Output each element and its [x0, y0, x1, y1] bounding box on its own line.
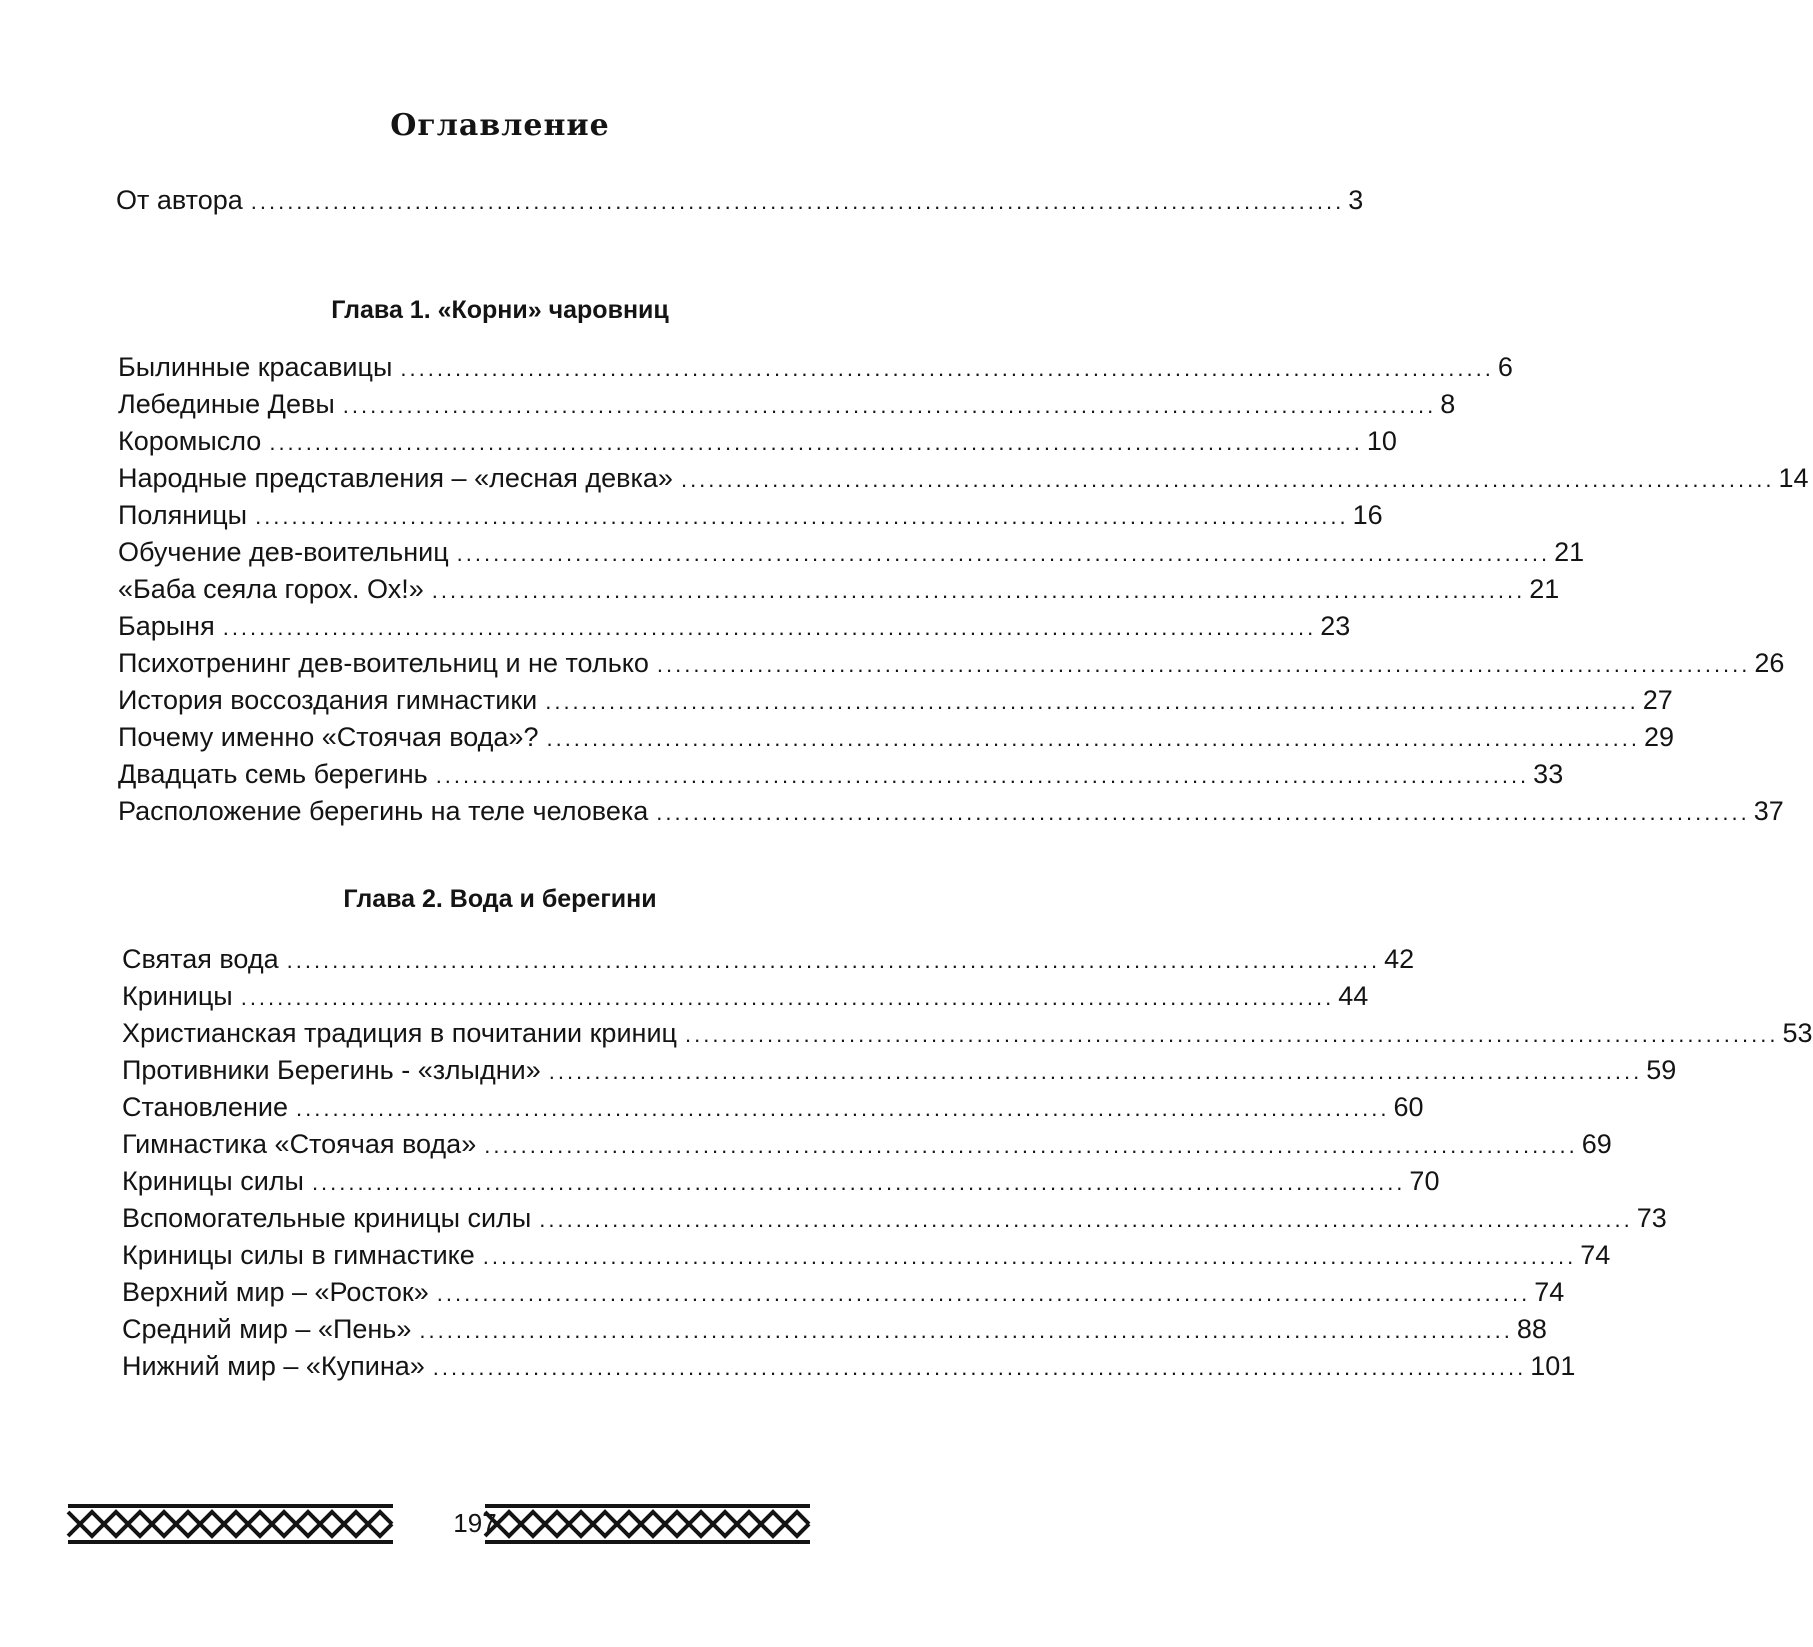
toc-entry	[122, 1312, 1547, 1348]
toc-entry-page: 101	[1530, 1351, 1576, 1381]
toc-entry-page: 44	[1338, 981, 1369, 1011]
toc-entry-label: Поляницы	[118, 500, 248, 530]
toc-entry-label: Обучение дев-воительниц	[118, 537, 449, 567]
toc-entry	[122, 1349, 1576, 1385]
toc-entry-label: Былинные красавицы	[118, 352, 393, 382]
dot-leader: ........................................................................................................................	[548, 1059, 1643, 1084]
toc-entry-label: Расположение берегинь на теле человека	[118, 796, 649, 826]
toc-entry	[118, 757, 1564, 793]
toc-entry-page: 21	[1554, 537, 1585, 567]
dot-leader: ........................................................................................................................	[456, 541, 1551, 566]
toc-entry-page: 88	[1516, 1314, 1547, 1344]
toc-entry-label: Верхний мир – «Росток»	[122, 1277, 429, 1307]
toc-entry-label: Народные представления – «лесная девка»	[118, 463, 673, 493]
toc-entry-label: Психотренинг дев-воительниц и не только	[118, 648, 649, 678]
toc-entry-page: 59	[1646, 1055, 1677, 1085]
toc-entry-page: 3	[1348, 185, 1364, 215]
toc-entry-page: 16	[1352, 500, 1383, 530]
toc-entry-label: Коромысло	[118, 426, 262, 456]
toc-entry-label: Криницы	[122, 981, 233, 1011]
toc-entry-label: «Баба сеяла горох. Ох!»	[118, 574, 424, 604]
dot-leader: ........................................................................................................................	[342, 393, 1437, 418]
dot-leader: ........................................................................................................................	[240, 985, 1335, 1010]
dot-leader: ........................................................................................................................	[656, 652, 1751, 677]
toc-entry	[118, 350, 1513, 386]
dot-leader: ........................................................................................................................	[296, 1096, 1390, 1121]
toc-entry-label: Барыня	[118, 611, 215, 641]
dot-leader: ........................................................................................................................	[436, 1281, 1531, 1306]
toc-entry	[122, 1016, 1813, 1052]
dot-leader: ........................................................................................................................	[222, 615, 1317, 640]
dot-leader: ........................................................................................................................	[400, 356, 1494, 381]
dot-leader: ........................................................................................................................	[435, 763, 1530, 788]
toc-entry-page: 70	[1409, 1166, 1440, 1196]
toc-entry-label: Почему именно «Стоячая вода»?	[118, 722, 539, 752]
toc-entry-label: Христианская традиция в почитании криниц	[122, 1018, 677, 1048]
dot-leader: ........................................................................................................................	[269, 430, 1363, 455]
toc-entry	[118, 387, 1456, 423]
toc-entry-label: Нижний мир – «Купина»	[122, 1351, 425, 1381]
toc-entry-page: 60	[1393, 1092, 1424, 1122]
toc-entry	[122, 1164, 1440, 1200]
toc-entry	[118, 609, 1351, 645]
chapter-heading: Глава 1. «Корни» чаровниц	[331, 296, 669, 324]
toc-entry	[118, 498, 1383, 534]
toc-entry	[116, 183, 1364, 219]
toc-entry	[118, 683, 1673, 719]
toc-entry-label: Криницы силы в гимнастике	[122, 1240, 475, 1270]
toc-entry-page: 27	[1642, 685, 1673, 715]
toc-entry-label: Криницы силы	[122, 1166, 304, 1196]
toc-entry-label: Вспомогательные криницы силы	[122, 1203, 532, 1233]
toc-entry	[122, 1275, 1565, 1311]
dot-leader: ........................................................................................................................	[286, 948, 1381, 973]
dot-leader: ........................................................................................................................	[311, 1170, 1406, 1195]
toc-entry-page: 73	[1636, 1203, 1667, 1233]
toc-entry-label: От автора	[116, 185, 243, 215]
toc-entry-page: 42	[1384, 944, 1415, 974]
toc-entry-page: 74	[1580, 1240, 1611, 1270]
dot-leader: ........................................................................................................................	[419, 1318, 1513, 1343]
toc-entry-label: Противники Берегинь - «злыдни»	[122, 1055, 541, 1085]
toc-entry	[118, 424, 1397, 460]
toc-entry	[122, 979, 1369, 1015]
toc-entry-page: 6	[1497, 352, 1513, 382]
dot-leader: ........................................................................................................................	[431, 578, 1526, 603]
toc-entry-page: 53	[1782, 1018, 1813, 1048]
toc-entry	[122, 1127, 1612, 1163]
toc-entry	[122, 1201, 1667, 1237]
toc-entry-label: Святая вода	[122, 944, 279, 974]
dot-leader: ........................................................................................................................	[255, 504, 1349, 529]
toc-entry-label: Средний мир – «Пень»	[122, 1314, 412, 1344]
toc-entry-label: Лебединые Девы	[118, 389, 335, 419]
toc-entry-page: 29	[1643, 722, 1674, 752]
toc-entry	[122, 942, 1415, 978]
dot-leader: ........................................................................................................................	[680, 467, 1775, 492]
toc-entry	[122, 1053, 1677, 1089]
dot-leader: ........................................................................................................................	[432, 1355, 1527, 1380]
toc-entry-page: 10	[1366, 426, 1397, 456]
page-number: 197	[453, 1508, 497, 1538]
toc-entry	[122, 1090, 1424, 1126]
toc-entry-label: Становление	[122, 1092, 289, 1122]
toc-entry	[122, 1238, 1611, 1274]
dot-leader: ........................................................................................................................	[250, 189, 1345, 214]
toc-entry	[118, 535, 1585, 571]
toc-entry	[118, 794, 1784, 830]
toc-entry-page: 74	[1534, 1277, 1565, 1307]
dot-leader: ........................................................................................................................	[482, 1244, 1577, 1269]
toc-entry	[118, 572, 1560, 608]
page-title: Оглавление	[390, 108, 610, 143]
toc-entry	[118, 720, 1674, 756]
toc-entry-label: Двадцать семь берегинь	[118, 759, 428, 789]
ornament-left	[68, 1500, 393, 1548]
ornament-right	[485, 1500, 810, 1548]
toc-entry-page: 69	[1581, 1129, 1612, 1159]
toc-entry-page: 23	[1320, 611, 1351, 641]
toc-entry-page: 21	[1529, 574, 1560, 604]
toc-entry-label: История воссоздания гимнастики	[118, 685, 538, 715]
toc-entry-page: 26	[1754, 648, 1785, 678]
toc-entry-label: Гимнастика «Стоячая вода»	[122, 1129, 477, 1159]
toc-entry-page: 33	[1533, 759, 1564, 789]
toc-entry	[118, 461, 1809, 497]
toc-entry-page: 8	[1440, 389, 1456, 419]
chapter-heading: Глава 2. Вода и берегини	[343, 885, 657, 913]
dot-leader: ........................................................................................................................	[539, 1207, 1633, 1232]
toc-entry	[118, 646, 1785, 682]
dot-leader: ........................................................................................................................	[656, 800, 1750, 825]
dot-leader: ........................................................................................................................	[685, 1022, 1779, 1047]
page-footer	[0, 1500, 1000, 1548]
dot-leader: ........................................................................................................................	[546, 726, 1640, 751]
toc-entry-page: 37	[1753, 796, 1784, 826]
toc-entry-page: 14	[1778, 463, 1809, 493]
dot-leader: ........................................................................................................................	[484, 1133, 1578, 1158]
dot-leader: ........................................................................................................................	[545, 689, 1639, 714]
